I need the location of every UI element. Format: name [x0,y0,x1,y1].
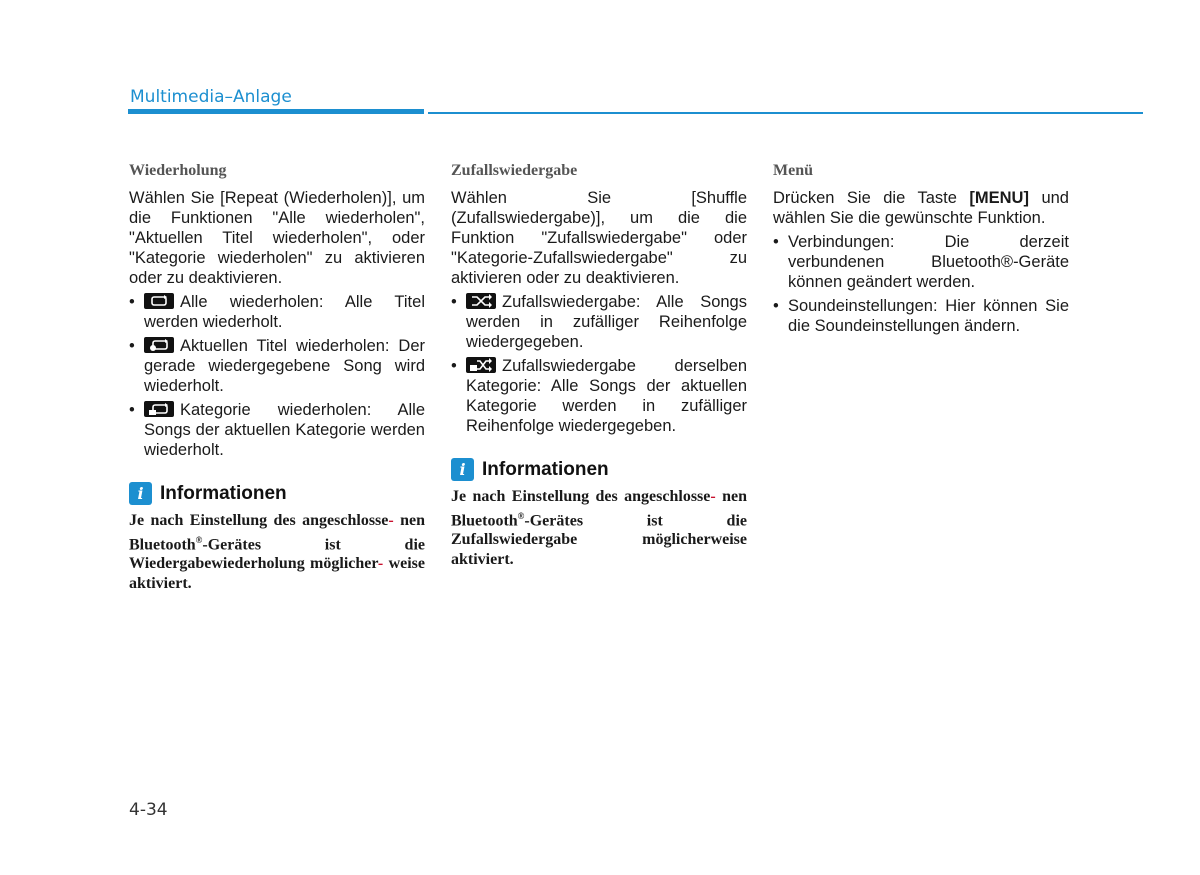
bullet: • [773,233,779,251]
section-paragraph: Wählen Sie [Shuffle (Zufallswiedergabe)], um die die Funktion "Zufallswiedergabe" oder "Kategorie-Zufallswiedergabe" zu aktivieren oder zu deaktivieren. [451,189,747,287]
list-item [129,336,425,396]
bullet: • [129,293,135,311]
info-icon: i [451,458,474,481]
list-item-text: Soundeinstellungen: Hier können Sie die Soundeinstellungen ändern. [788,297,1069,335]
page-number: 4-34 [129,800,168,820]
bullet: • [773,297,779,315]
repeat-folder-icon [144,401,174,417]
list-item [129,400,425,460]
list-item [451,356,747,436]
section-title: Zufallswiedergabe [451,162,578,179]
repeat-one-icon [144,337,174,353]
list-item-text: Verbindungen: Die derzeit verbundenen Bluetooth®-Geräte können geändert werden. [788,233,1069,291]
section-header-title: Multimedia–Anlage [130,87,292,107]
info-icon: i [129,482,152,505]
header-rule-thin [428,112,1143,114]
info-heading [451,458,747,481]
bullet-list [451,292,747,436]
column-menue [773,160,1069,340]
info-title: Informationen [160,482,287,504]
column-wiederholung [129,160,425,593]
shuffle-folder-icon [466,357,496,373]
list-item-text: Zufallswiedergabe derselben Kategorie: Alle Songs der aktuellen Kategorie werden in zufälliger Reihenfolge wiedergegeben. [466,357,747,435]
shuffle-icon [466,293,496,309]
section-paragraph: Drücken Sie die Taste [MENU] und wählen Sie die gewünschte Funktion. [773,189,1069,227]
section-paragraph: Wählen Sie [Repeat (Wiederholen)], um die Funktionen "Alle wiederholen", "Aktuellen Titel wiederholen", oder "Kategorie wiederholen" zu aktivieren oder zu deaktivieren. [129,189,425,287]
bullet-list [129,292,425,460]
info-text: Je nach Einstellung des angeschlosse- nen Bluetooth®-Gerätes ist die Wiedergabewiederholung möglicher- weise aktiviert. [129,512,426,592]
bullet: • [129,401,135,419]
repeat-all-icon [144,293,174,309]
section-title: Menü [773,162,813,179]
section-title: Wiederholung [129,162,227,179]
header-rule-thick [128,109,424,114]
menu-key-label: [MENU] [969,189,1029,207]
list-item-text: Alle wiederholen: Alle Titel werden wiederholt. [144,293,425,331]
list-item-text: Kategorie wiederholen: Alle Songs der aktuellen Kategorie werden wiederholt. [144,401,425,459]
bullet-list [773,232,1069,336]
list-item [773,232,1069,292]
bullet: • [129,337,135,355]
column-zufallswiedergabe [451,160,747,569]
bullet: • [451,357,457,375]
list-item [129,292,425,332]
info-heading [129,482,425,505]
list-item [451,292,747,352]
bullet: • [451,293,457,311]
list-item-text: Aktuellen Titel wiederholen: Der gerade wiedergegebene Song wird wiederholt. [144,337,425,395]
info-text: Je nach Einstellung des angeschlosse- nen Bluetooth®-Gerätes ist die Zufallswiedergabe möglicherweise aktiviert. [451,488,747,568]
info-title: Informationen [482,458,609,480]
list-item-text: Zufallswiedergabe: Alle Songs werden in zufälliger Reihenfolge wiedergegeben. [466,293,747,351]
list-item [773,296,1069,336]
